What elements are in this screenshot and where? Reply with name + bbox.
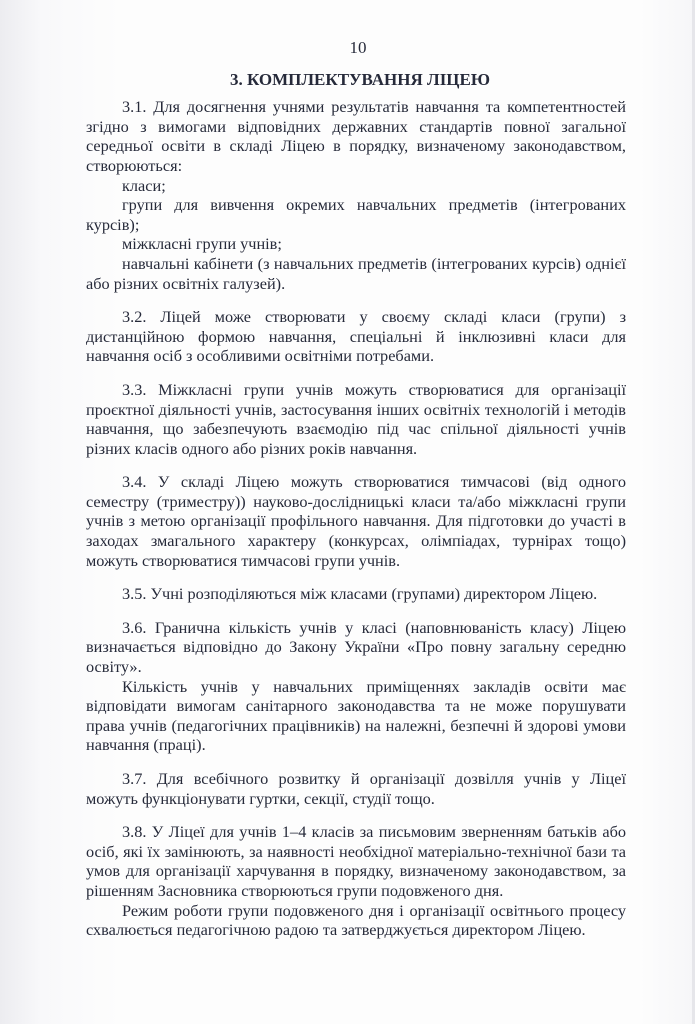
paragraph-3-5: 3.5. Учні розподіляються між класами (групами) директором Ліцею. — [122, 584, 598, 604]
paragraph-3-1: 3.1. Для досягнення учнями результатів навчання та компетентностей згідно з вимогами відповідних державних стандартів повної загальної середньої освіти в складі Ліцею в порядку, визначеному законодавством, створюються: — [86, 97, 626, 175]
document-body — [86, 38, 626, 940]
list-item-classrooms: навчальні кабінети (з навчальних предметів (інтегрованих курсів) однієї або різних освітніх галузей). — [86, 253, 626, 293]
list-item-interclass-groups: міжкласні групи учнів; — [122, 234, 282, 254]
paragraph-3-7: 3.7. Для всебічного розвитку й організації дозвілля учнів у Ліцеї можуть функціонувати гуртки, секції, студії тощо. — [86, 769, 626, 808]
paragraph-3-8: 3.8. У Ліцеї для учнів 1–4 класів за письмовим зверненням батьків або осіб, які їх замінюють, за наявності необхідної матеріально-технічної бази та умов для організації харчування в порядку, визначеному законодавством, за рішенням Засновника створюються групи подовженого дня. — [86, 822, 626, 900]
paragraph-3-3: 3.3. Міжкласні групи учнів можуть створюватися для організації проєктної діяльності учнів, застосування інших освітніх технологій і методів навчання, що забезпечують взаємодію під час спільної діяльності учнів різних класів одного або різних років навчання. — [86, 379, 626, 458]
paragraph-3-6-sub: Кількість учнів у навчальних приміщеннях закладів освіти має відповідати вимогам санітарного законодавства та не може порушувати права учнів (педагогічних працівників) на належні, безпечні й здорові умови навчання (праці). — [86, 676, 626, 755]
paragraph-3-4: 3.4. У складі Ліцею можуть створюватися тимчасові (від одного семестру (триместру)) науково-дослідницькі класи та/або міжкласні групи учнів з метою організації профільного навчання. Для підготовки до участі в заходах змагального характеру (конкурсах, олімпіадах, турнірах тощо) можуть створюватися тимчасові групи учнів. — [86, 472, 626, 570]
page-number: 10 — [349, 38, 367, 57]
paragraph-3-8-sub: Режим роботи групи подовженого дня і організації освітнього процесу схвалюється педагогічною радою та затверджується директором Ліцею. — [86, 900, 626, 940]
paragraph-3-6: 3.6. Гранична кількість учнів у класі (наповнюваність класу) Ліцею визначається відповідно до Закону України «Про повну загальну середню освіту». — [86, 617, 626, 677]
list-item-subject-groups: групи для вивчення окремих навчальних предметів (інтегрованих курсів); — [86, 195, 626, 234]
list-item-classes: класи; — [122, 175, 166, 195]
paragraph-3-2: 3.2. Ліцей може створювати у своєму складі класи (групи) з дистанційною формою навчання, спеціальні й інклюзивні класи для навчання осіб з особливими освітніми потребами. — [86, 307, 626, 366]
section-title: 3. КОМПЛЕКТУВАННЯ ЛІЦЕЮ — [229, 69, 491, 89]
